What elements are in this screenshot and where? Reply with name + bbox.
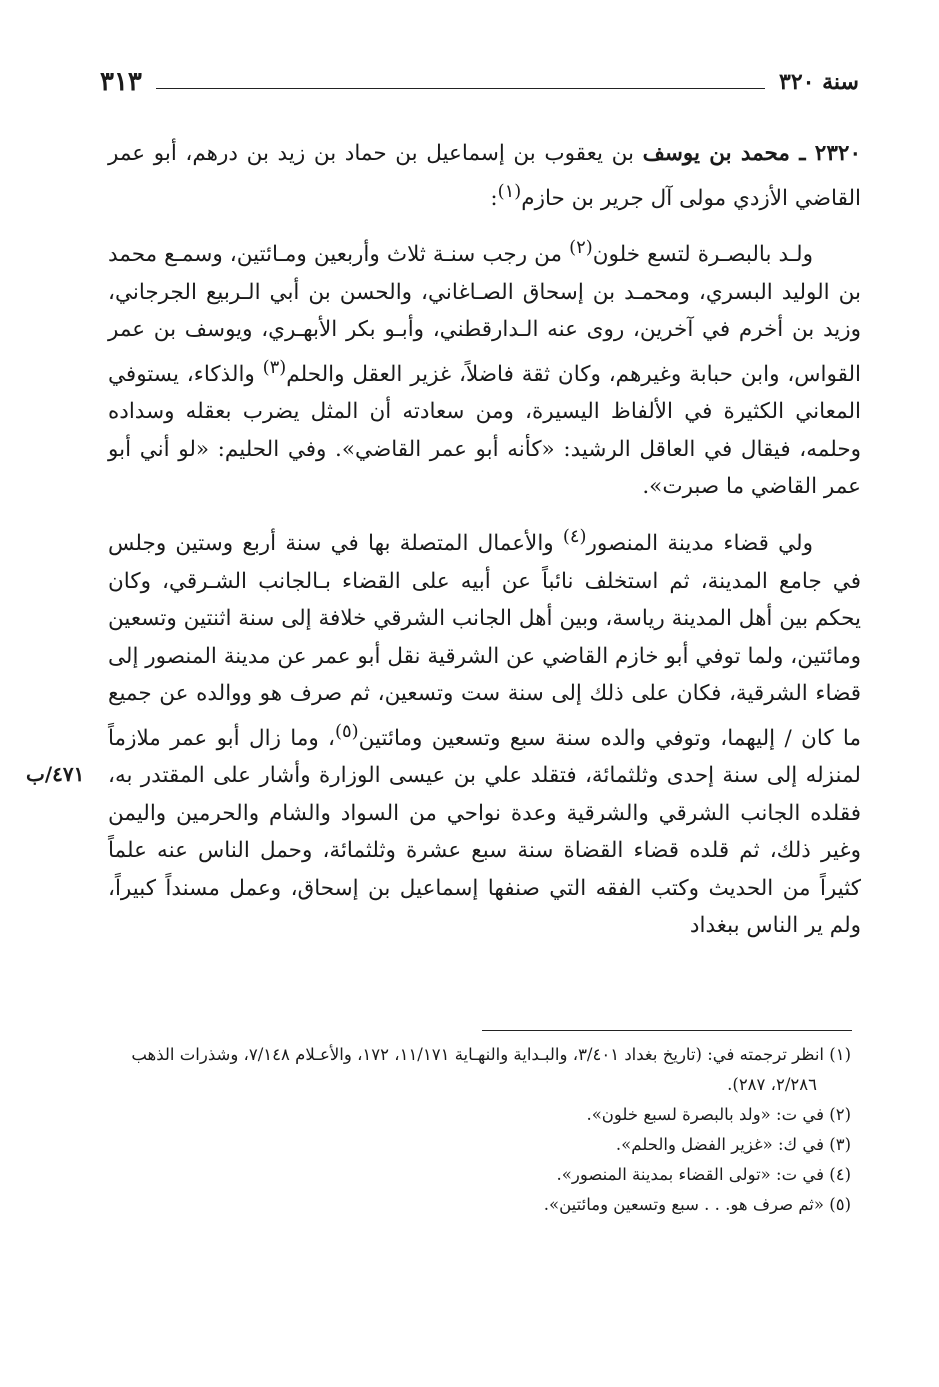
footnote-1: (١) انظر ترجمته في: (تاريخ بغداد ٣/٤٠١، والبـداية والنهـاية ١١/١٧١، ١٧٢، والأعـلام ٧/١٤٨، وشذرات الذهب ٢/٢٨٦، ٢٨٧). xyxy=(131,1045,851,1094)
paragraph-text: ولي قضاء مدينة المنصور xyxy=(586,531,813,557)
footnote-2: (٢) في ت: «ولد بالبصرة لسبع خلون». xyxy=(586,1105,851,1124)
paragraph-birth xyxy=(108,229,861,506)
entry-lineage: بن يعقوب بن إسماعيل بن حماد بن زيد بن درهم، أبو عمر القاضي الأزدي مولى آل جرير بن حازم xyxy=(108,141,861,211)
entry-heading xyxy=(108,135,861,217)
paragraph-text: والذكاء، يستوفي المعاني الكثيرة في الألفاظ اليسيرة، ومن سعادته أن المثل يضرب بعقله وسداده وحلمه، فيقال في العاقل الرشيد: «كأنه أبو عمر القاضي». وفي الحليم: «لو أني أبو عمر القاضي ما صبرت». xyxy=(108,361,861,500)
entry-lineage-end: : xyxy=(490,185,498,211)
footnote-ref-4[interactable]: (٤) xyxy=(562,525,587,547)
footnote-3: (٣) في ك: «غزير الفضل والحلم». xyxy=(615,1135,851,1154)
footnote-divider xyxy=(482,1030,852,1031)
paragraph-text: ولـد بالبصـرة لتسع خلون xyxy=(592,242,813,268)
paragraph-text: والأعمال المتصلة بها في سنة أربع وستين وجلس في جامع المدينة، ثم استخلف نائباً عن أبيه على القضاء بـالجانب الشـرقي، وكان يحكم بين أهل المدينة رياسة، وبين أهل الجانب الشرقي خلافة إلى سنة اثنتين وتسعين ومائتين، ولما توفي أبو خازم القاضي عن الشرقية نقل أبو عمر عن مدينة المنصور إلى قضاء الشرقية، فكان على ذلك إلى سنة ست وتسعين، ثم صرف هو ووالده عن جميع ما كان / إليهما، وتوفي والده سنة سبع وتسعين ومائتين xyxy=(108,531,861,751)
running-header xyxy=(100,62,859,102)
entry-number: ٢٣٢٠ xyxy=(814,141,861,166)
paragraph-text: من رجب سنـة ثلاث وأربعين ومـائتين، وسمـع محمد بن الوليد البسري، ومحمـد بن إسحاق الصـاغاني، والحسن بن أبي الـربيع الجرجاني، وزيد بن أخرم في آخرين، روى عنه الـدارقطني، وأبـو بكر الأبهـري، ويوسف بن عمر القواس، وابن حبابة وغيرهم، وكان ثقة فاضلاً، غزير العقل والحلم xyxy=(108,242,861,387)
footnote-4: (٤) في ت: «تولى القضاء بمدينة المنصور». xyxy=(556,1165,851,1184)
page-number: ٣١٣ xyxy=(100,67,142,97)
footnote-ref-2[interactable]: (٢) xyxy=(569,237,593,259)
paragraph-text: ، وما زال أبو عمر ملازماً لمنزله إلى سنة إحدى وثلثمائة، فتقلد علي بن عيسى الوزارة وأشار على المقتدر به، فقلده الجانب الشرقي والشرقية وعدة نواحي من السواد والشام والحرمين واليمن وغير ذلك، ثم قلده قضاء القضاة سنة سبع عشرة وثلثمائة، وحمل الناس عنه علماً كثيراً من الحديث وكتب الفقه التي صنفها إسماعيل بن إسحاق، وعمل مسنداً كبيراً، ولم ير الناس ببغداد xyxy=(108,725,861,939)
footnotes xyxy=(108,1040,851,1220)
footnote-ref-5[interactable]: (٥) xyxy=(335,720,359,742)
paragraph-career xyxy=(108,518,861,945)
manuscript-folio-note: ٤٧١/ب xyxy=(26,762,85,786)
entry-dash: ـ xyxy=(789,141,815,166)
header-rule xyxy=(156,88,765,89)
footnote-5: (٥) «ثم صرف هو. . . سبع وتسعين ومائتين». xyxy=(543,1195,851,1214)
entry-name: محمد بن يوسف xyxy=(642,141,790,166)
footnote-ref-1[interactable]: (١) xyxy=(497,180,522,202)
header-year: سنة ٣٢٠ xyxy=(779,69,859,95)
footnote-ref-3[interactable]: (٣) xyxy=(262,356,287,378)
main-text xyxy=(108,135,861,957)
